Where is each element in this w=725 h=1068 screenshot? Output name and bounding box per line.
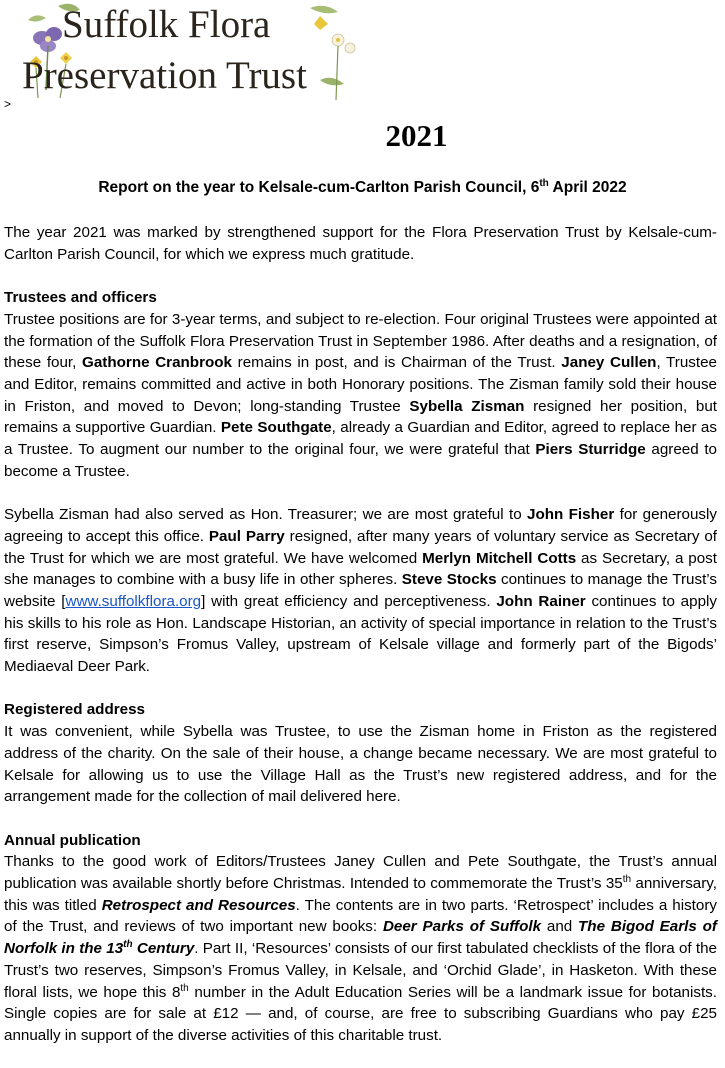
trustees-paragraph xyxy=(4,309,717,483)
intro-paragraph: The year 2021 was marked by strengthened support for the Flora Preservation Trust by Kelsale-cum-Carlton Parish Council, for which we express much gratitude. xyxy=(4,224,717,263)
year-heading: 2021 xyxy=(385,118,448,153)
caret-symbol: > xyxy=(4,97,12,111)
publication-paragraph xyxy=(4,851,717,1046)
text-span: resigned, after many years of voluntary service as Secretary of the Trust for which we are most grateful. We have welcomed xyxy=(4,527,718,567)
person-name: John Rainer xyxy=(496,592,586,610)
person-name: Piers Sturridge xyxy=(535,441,646,459)
text-span: for generously agreeing to accept this office. xyxy=(4,506,717,545)
person-name: Paul Parry xyxy=(208,527,285,545)
text-span: , Trustee and Editor, remains committed and active in both Honorary positions. The Zisman family sold their house in Friston, and moved to Devon; long-standing Trustee xyxy=(4,354,717,415)
text-span: anniversary, this was titled xyxy=(4,875,717,914)
text-span: Trustee positions are for 3-year terms, and subject to re-election. Four original Trustees were appointed at the formation of the Suffolk Flora Preservation Trust in September 1986. After deaths and a resignation, of these four, xyxy=(4,310,717,372)
report-title-superscript: th xyxy=(539,177,549,189)
section-heading-trustees: Trustees and officers xyxy=(4,289,157,307)
white-flower-icon xyxy=(314,16,355,100)
text-span: , already a Guardian and Editor, agreed to replace her as a Trustee. To augment our number to the original four, we were grateful that xyxy=(4,419,717,459)
text-span: continues to manage the Trust’s website [ xyxy=(4,571,717,610)
text-span: number in the Adult Education Series will be a landmark issue for botanists. Single copies are for sale at £12 — and, of course, are free to subscribing Guardians who pay £25 annually in support of the diverse activities of this charitable trust. xyxy=(4,983,717,1044)
book-title: Retrospect and Resources xyxy=(101,896,296,914)
logo-title-line2: Preservation Trust xyxy=(22,54,307,97)
text-span: . The contents are in two parts. ‘Retrospect’ includes a history of the Trust, and reviews of two important new books: xyxy=(4,896,717,936)
officers-paragraph xyxy=(4,504,717,678)
person-name: Sybella Zisman xyxy=(409,397,525,415)
person-name: Pete Southgate xyxy=(220,419,332,437)
text-span: resigned her position, but remains a supportive Guardian. xyxy=(4,397,717,437)
report-title-text: Report on the year to Kelsale-cum-Carlton Parish Council, 6 xyxy=(98,179,540,196)
logo-title-line1: Suffolk Flora xyxy=(62,3,271,46)
website-link[interactable]: www.suffolkflora.org xyxy=(65,592,202,610)
person-name: Merlyn Mitchell Cotts xyxy=(422,549,577,567)
report-title-date: April 2022 xyxy=(548,179,627,196)
book-title-part: Century xyxy=(132,940,195,958)
header xyxy=(0,0,725,110)
person-name: John Fisher xyxy=(527,506,615,524)
person-name: Gathorne Cranbrook xyxy=(82,354,232,372)
report-title xyxy=(0,179,725,197)
report-body xyxy=(4,222,717,1068)
text-span: Thanks to the good work of Editors/Trustees Janey Cullen and Pete Southgate, the Trust’s annual publication was available shortly before Christmas. Intended to commemorate the Trust’s 35 xyxy=(4,853,717,893)
text-span: ] with great efficiency and perceptiveness. xyxy=(201,592,497,610)
text-span: Sybella Zisman had also served as Hon. Treasurer; we are most grateful to xyxy=(4,506,528,524)
book-title-part: The Bigod Earls of Norfolk in the 13 xyxy=(4,918,717,958)
person-name: Janey Cullen xyxy=(561,354,657,372)
text-span: continues to apply his skills to his role as Hon. Landscape Historian, an activity of special importance in relation to the Trust’s first reserve, Simpson’s Fromus Valley, upstream of Kelsale village and formerly part of the Bigods’ Mediaeval Deer Park. xyxy=(4,592,717,676)
book-title: Deer Parks of Suffolk xyxy=(382,918,542,936)
text-span: remains in post, and is Chairman of the Trust. xyxy=(232,354,562,372)
text-span: as Secretary, a post she manages to combine with a busy life in other spheres. xyxy=(4,549,717,589)
section-heading-registered-address: Registered address xyxy=(4,701,145,719)
superscript: th xyxy=(180,982,189,994)
text-span: . Part II, ‘Resources’ consists of our first tabulated checklists of the flora of the Trust’s two reserves, Simpson’s Fromus Valley, in Kelsale, and ‘Orchid Glade’, in Hasketon. With these floral lists, we hope this 8 xyxy=(4,940,717,1001)
text-span: and xyxy=(541,918,579,936)
person-name: Steve Stocks xyxy=(401,571,497,589)
section-heading-annual-publication: Annual publication xyxy=(4,831,141,849)
text-span: agreed to become a Trustee. xyxy=(4,441,717,480)
superscript: th xyxy=(123,939,133,951)
registered-address-paragraph: It was convenient, while Sybella was Trustee, to use the Zisman home in Friston as the registered address of the charity. On the sale of their house, a change became necessary. We are most grateful to Kelsale for allowing us to use the Village Hall as the Trust’s new registered address, and for the arrangement made for the collection of mail delivered here. xyxy=(4,723,717,806)
superscript: th xyxy=(622,873,632,885)
